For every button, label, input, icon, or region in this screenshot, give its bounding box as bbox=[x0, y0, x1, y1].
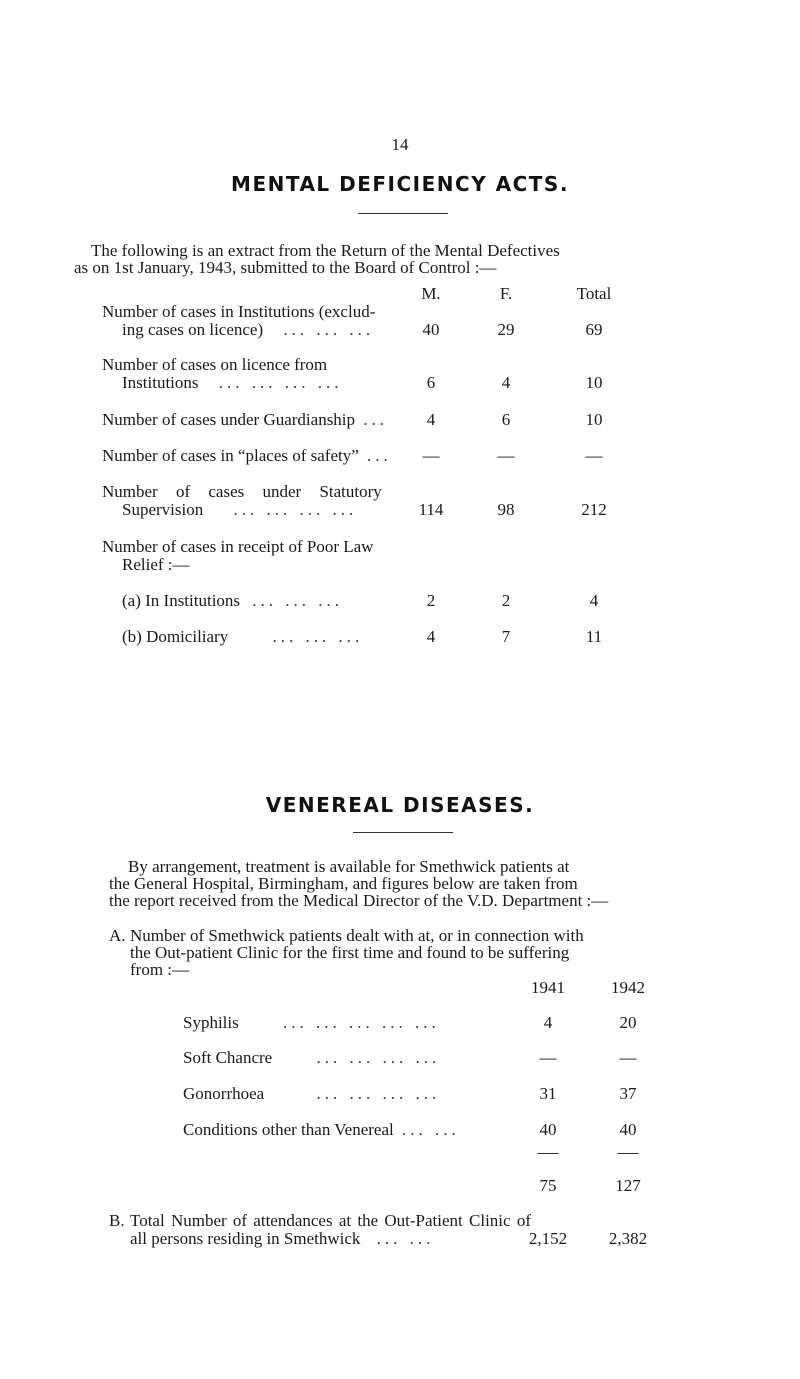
section-a-line-3: from :— bbox=[130, 960, 190, 979]
cell-total: 4 bbox=[589, 591, 599, 610]
section-a-line-2: the Out-patient Clinic for the first time and found to be suffering bbox=[130, 943, 570, 962]
section-a-line-1: Number of Smethwick patients dealt with at, or in connection with bbox=[130, 926, 584, 945]
column-header-1941: 1941 bbox=[531, 978, 565, 997]
cell-f: 2 bbox=[501, 591, 511, 610]
cell-1941: 4 bbox=[543, 1013, 553, 1032]
total-1942: 127 bbox=[615, 1176, 641, 1195]
attendances-1941: 2,152 bbox=[528, 1229, 568, 1248]
cell-1942: 20 bbox=[619, 1013, 637, 1032]
poor-law-label: Number of cases in receipt of Poor Law bbox=[102, 537, 374, 556]
venereal-intro-line-1: By arrangement, treatment is available for Smethwick patients at bbox=[128, 857, 570, 876]
row-label: Conditions other than Venereal ... ... bbox=[183, 1120, 460, 1139]
row-label: (a) In Institutions ... ... ... bbox=[122, 591, 344, 610]
row-label-continued: Institutions ... ... ... ... bbox=[122, 373, 343, 392]
mental-deficiency-heading: MENTAL DEFICIENCY ACTS. bbox=[231, 172, 569, 196]
heading-rule bbox=[353, 832, 453, 833]
cell-m: 114 bbox=[418, 500, 444, 519]
section-b-line-1: Total Number of attendances at the Out-Patient Clinic of bbox=[130, 1211, 531, 1230]
venereal-intro-line-2: the General Hospital, Birmingham, and figures below are taken from bbox=[109, 874, 578, 893]
cell-m: 4 bbox=[426, 410, 436, 429]
row-label: Soft Chancre ... ... ... ... bbox=[183, 1048, 441, 1067]
section-b-line-2: all persons residing in Smethwick ... ... bbox=[130, 1229, 435, 1248]
row-label: Syphilis ... ... ... ... ... bbox=[183, 1013, 440, 1032]
cell-f: 7 bbox=[501, 627, 511, 646]
cell-m: 2 bbox=[426, 591, 436, 610]
cell-1942: 40 bbox=[619, 1120, 637, 1139]
sum-rule-1942 bbox=[617, 1153, 639, 1154]
cell-1941: 40 bbox=[539, 1120, 557, 1139]
row-label: (b) Domiciliary ... ... ... bbox=[122, 627, 364, 646]
total-1941: 75 bbox=[539, 1176, 557, 1195]
cell-m: 40 bbox=[422, 320, 440, 339]
row-label: Number of cases on licence from bbox=[102, 355, 328, 374]
cell-1942: — bbox=[619, 1048, 637, 1067]
cell-m: 4 bbox=[426, 627, 436, 646]
cell-f: 6 bbox=[501, 410, 511, 429]
venereal-intro-line-3: the report received from the Medical Director of the V.D. Department :— bbox=[109, 891, 609, 910]
cell-1942: 37 bbox=[619, 1084, 637, 1103]
heading-rule bbox=[358, 213, 448, 214]
cell-total: 10 bbox=[585, 410, 603, 429]
cell-f: 29 bbox=[497, 320, 515, 339]
column-header-1942: 1942 bbox=[611, 978, 645, 997]
cell-total: 10 bbox=[585, 373, 603, 392]
cell-m: 6 bbox=[426, 373, 436, 392]
cell-f: 98 bbox=[497, 500, 515, 519]
page-number: 14 bbox=[391, 135, 409, 154]
column-header-f: F. bbox=[499, 284, 513, 303]
cell-total: 69 bbox=[585, 320, 603, 339]
cell-1941: — bbox=[539, 1048, 557, 1067]
row-label: Number of cases in Institutions (exclud- bbox=[102, 302, 376, 321]
section-a-marker: A. bbox=[109, 926, 126, 945]
section-b-marker: B. bbox=[109, 1211, 125, 1230]
attendances-1942: 2,382 bbox=[608, 1229, 648, 1248]
cell-1941: 31 bbox=[539, 1084, 557, 1103]
mental-intro-line-2: as on 1st January, 1943, submitted to the Board of Control :— bbox=[74, 258, 497, 277]
cell-total: — bbox=[585, 446, 603, 465]
cell-m: — bbox=[422, 446, 440, 465]
cell-total: 212 bbox=[581, 500, 607, 519]
row-label: Gonorrhoea ... ... ... ... bbox=[183, 1084, 441, 1103]
poor-law-label-continued: Relief :— bbox=[122, 555, 190, 574]
cell-f: 4 bbox=[501, 373, 511, 392]
column-header-total: Total bbox=[576, 284, 612, 303]
sum-rule-1941 bbox=[537, 1153, 559, 1154]
row-label: Number of cases under Statutory bbox=[102, 482, 382, 501]
row-label-continued: Supervision ... ... ... ... bbox=[122, 500, 358, 519]
venereal-diseases-heading: VENEREAL DISEASES. bbox=[265, 793, 535, 817]
row-label-continued: ing cases on licence) ... ... ... bbox=[122, 320, 375, 339]
mental-intro-line-1: The following is an extract from the Return of the Mental Defectives bbox=[91, 241, 560, 260]
row-label: Number of cases under Guardianship ... bbox=[102, 410, 389, 429]
cell-total: 11 bbox=[585, 627, 603, 646]
column-header-m: M. bbox=[421, 284, 441, 303]
cell-f: — bbox=[497, 446, 515, 465]
row-label: Number of cases in “places of safety” ... bbox=[102, 446, 392, 465]
